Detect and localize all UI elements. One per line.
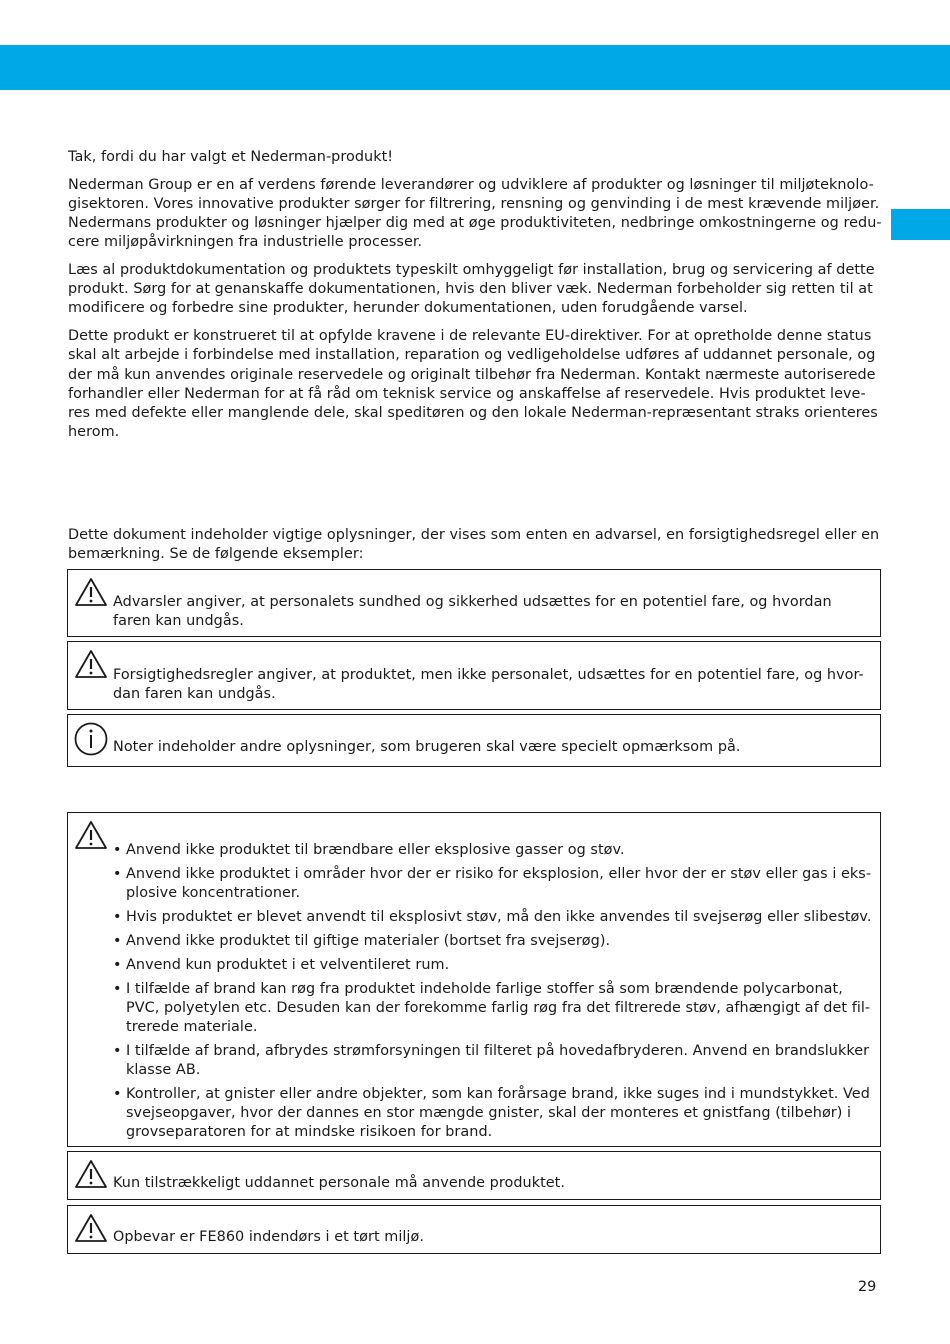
list-item: • Anvend ikke produktet til brændbare eller eksplosive gasser og støv. xyxy=(113,841,872,860)
list-item: • Anvend ikke produktet i områder hvor der er risiko for eksplosion, eller hvor der er støv eller gas i eks-plosive koncentrationer. xyxy=(113,865,872,903)
intro-paragraph: Læs al produktdokumentation og produktets typeskilt omhyggeligt før installation, brug og servicering af dette produkt. Sørg for at genanskaffe dokumentationen, hvis den bliver væk. Nederman forbeholder sig retten til at modificere og forbedre sine produkter, herunder dokumentationen, uden forudgående varsel. xyxy=(68,262,875,317)
storage-warning-text: Opbevar er FE860 indendørs i et tørt miljø. xyxy=(113,1229,424,1245)
chapter-tab-marker xyxy=(891,209,950,240)
warning-triangle-icon xyxy=(74,1159,108,1189)
note-notice-text: Noter indeholder andre oplysninger, som brugeren skal være specielt opmærksom på. xyxy=(113,739,741,755)
intro-paragraph: Nederman Group er en af verdens førende leverandører og udviklere af produkter og løsninger til miljøteknolo-gisektoren. Vores innovative produkter sørger for filtrering, rensning og genvinding i de mest krævende miljøer. Nedermans produkter og løsninger hjælper dig med at øge produktiviteten, nedbringe omkostningerne og redu-cere miljøpåvirkningen fra industrielle processer. xyxy=(68,176,882,251)
note-notice-box xyxy=(67,714,881,767)
page-number: 29 xyxy=(858,1279,877,1295)
list-item: • Hvis produktet er blevet anvendt til eksplosivt støv, må den ikke anvendes til svejserøg eller slibestøv. xyxy=(113,908,872,927)
list-item: • Kontroller, at gnister eller andre objekter, som kan forårsage brand, ikke suges ind i mundstykket. Ved svejseopgaver, hvor der dannes en stor mængde gnister, skal der monteres et gnistfang (tilbehør) i grovseparatoren for at mindske risikoen for brand. xyxy=(113,1085,872,1143)
notices-intro-text: Dette dokument indeholder vigtige oplysninger, der vises som enten en advarsel, en forsigtighedsregel eller en bemærkning. Se de følgende eksempler: xyxy=(68,527,880,563)
safety-list xyxy=(113,841,872,1147)
caution-triangle-icon xyxy=(74,649,108,679)
personnel-warning-text: Kun tilstrækkeligt uddannet personale må anvende produktet. xyxy=(113,1175,566,1191)
storage-warning-box xyxy=(67,1205,881,1254)
intro-section xyxy=(68,148,884,451)
warning-notice-box xyxy=(67,569,881,637)
header-accent-bar xyxy=(0,45,950,90)
safety-warning-box xyxy=(67,812,881,1147)
personnel-warning-box xyxy=(67,1151,881,1200)
list-item: • I tilfælde af brand, afbrydes strømforsyningen til filteret på hovedafbryderen. Anvend en brandslukker klasse AB. xyxy=(113,1042,872,1080)
caution-notice-box xyxy=(67,641,881,710)
intro-paragraph: Tak, fordi du har valgt et Nederman-produkt! xyxy=(68,149,394,165)
info-circle-icon xyxy=(74,721,110,757)
warning-notice-text: Advarsler angiver, at personalets sundhed og sikkerhed udsættes for en potentiel fare, og hvordan faren kan undgås. xyxy=(113,594,832,630)
intro-paragraph: Dette produkt er konstrueret til at opfylde kravene i de relevante EU-direktiver. For at opretholde denne status skal alt arbejde i forbindelse med installation, reparation og vedligeholdelse udføres af uddannet personale, og der må kun anvendes originale reservedele og originalt tilbehør fra Nederman. Kontakt nærmeste autoriserede forhandler eller Nederman for at få råd om teknisk service og anskaffelse af reservedele. Hvis produktet leve-res med defekte eller manglende dele, skal speditøren og den lokale Nederman-repræsentant straks orienteres herom. xyxy=(68,328,878,441)
warning-triangle-icon xyxy=(74,577,108,607)
warning-triangle-icon xyxy=(74,820,108,850)
list-item: • I tilfælde af brand kan røg fra produktet indeholde farlige stoffer så som brændende polycarbonat, PVC, polyetylen etc. Desuden kan der forekomme farlig røg fra det filtrerede støv, afhængigt af det fil-trerede materiale. xyxy=(113,980,872,1038)
list-item: • Anvend kun produktet i et velventileret rum. xyxy=(113,956,872,975)
list-item: • Anvend ikke produktet til giftige materialer (bortset fra svejserøg). xyxy=(113,932,872,951)
warning-triangle-icon xyxy=(74,1213,108,1243)
caution-notice-text: Forsigtighedsregler angiver, at produktet, men ikke personalet, udsættes for en potentiel fare, og hvor-dan faren kan undgås. xyxy=(113,667,864,703)
